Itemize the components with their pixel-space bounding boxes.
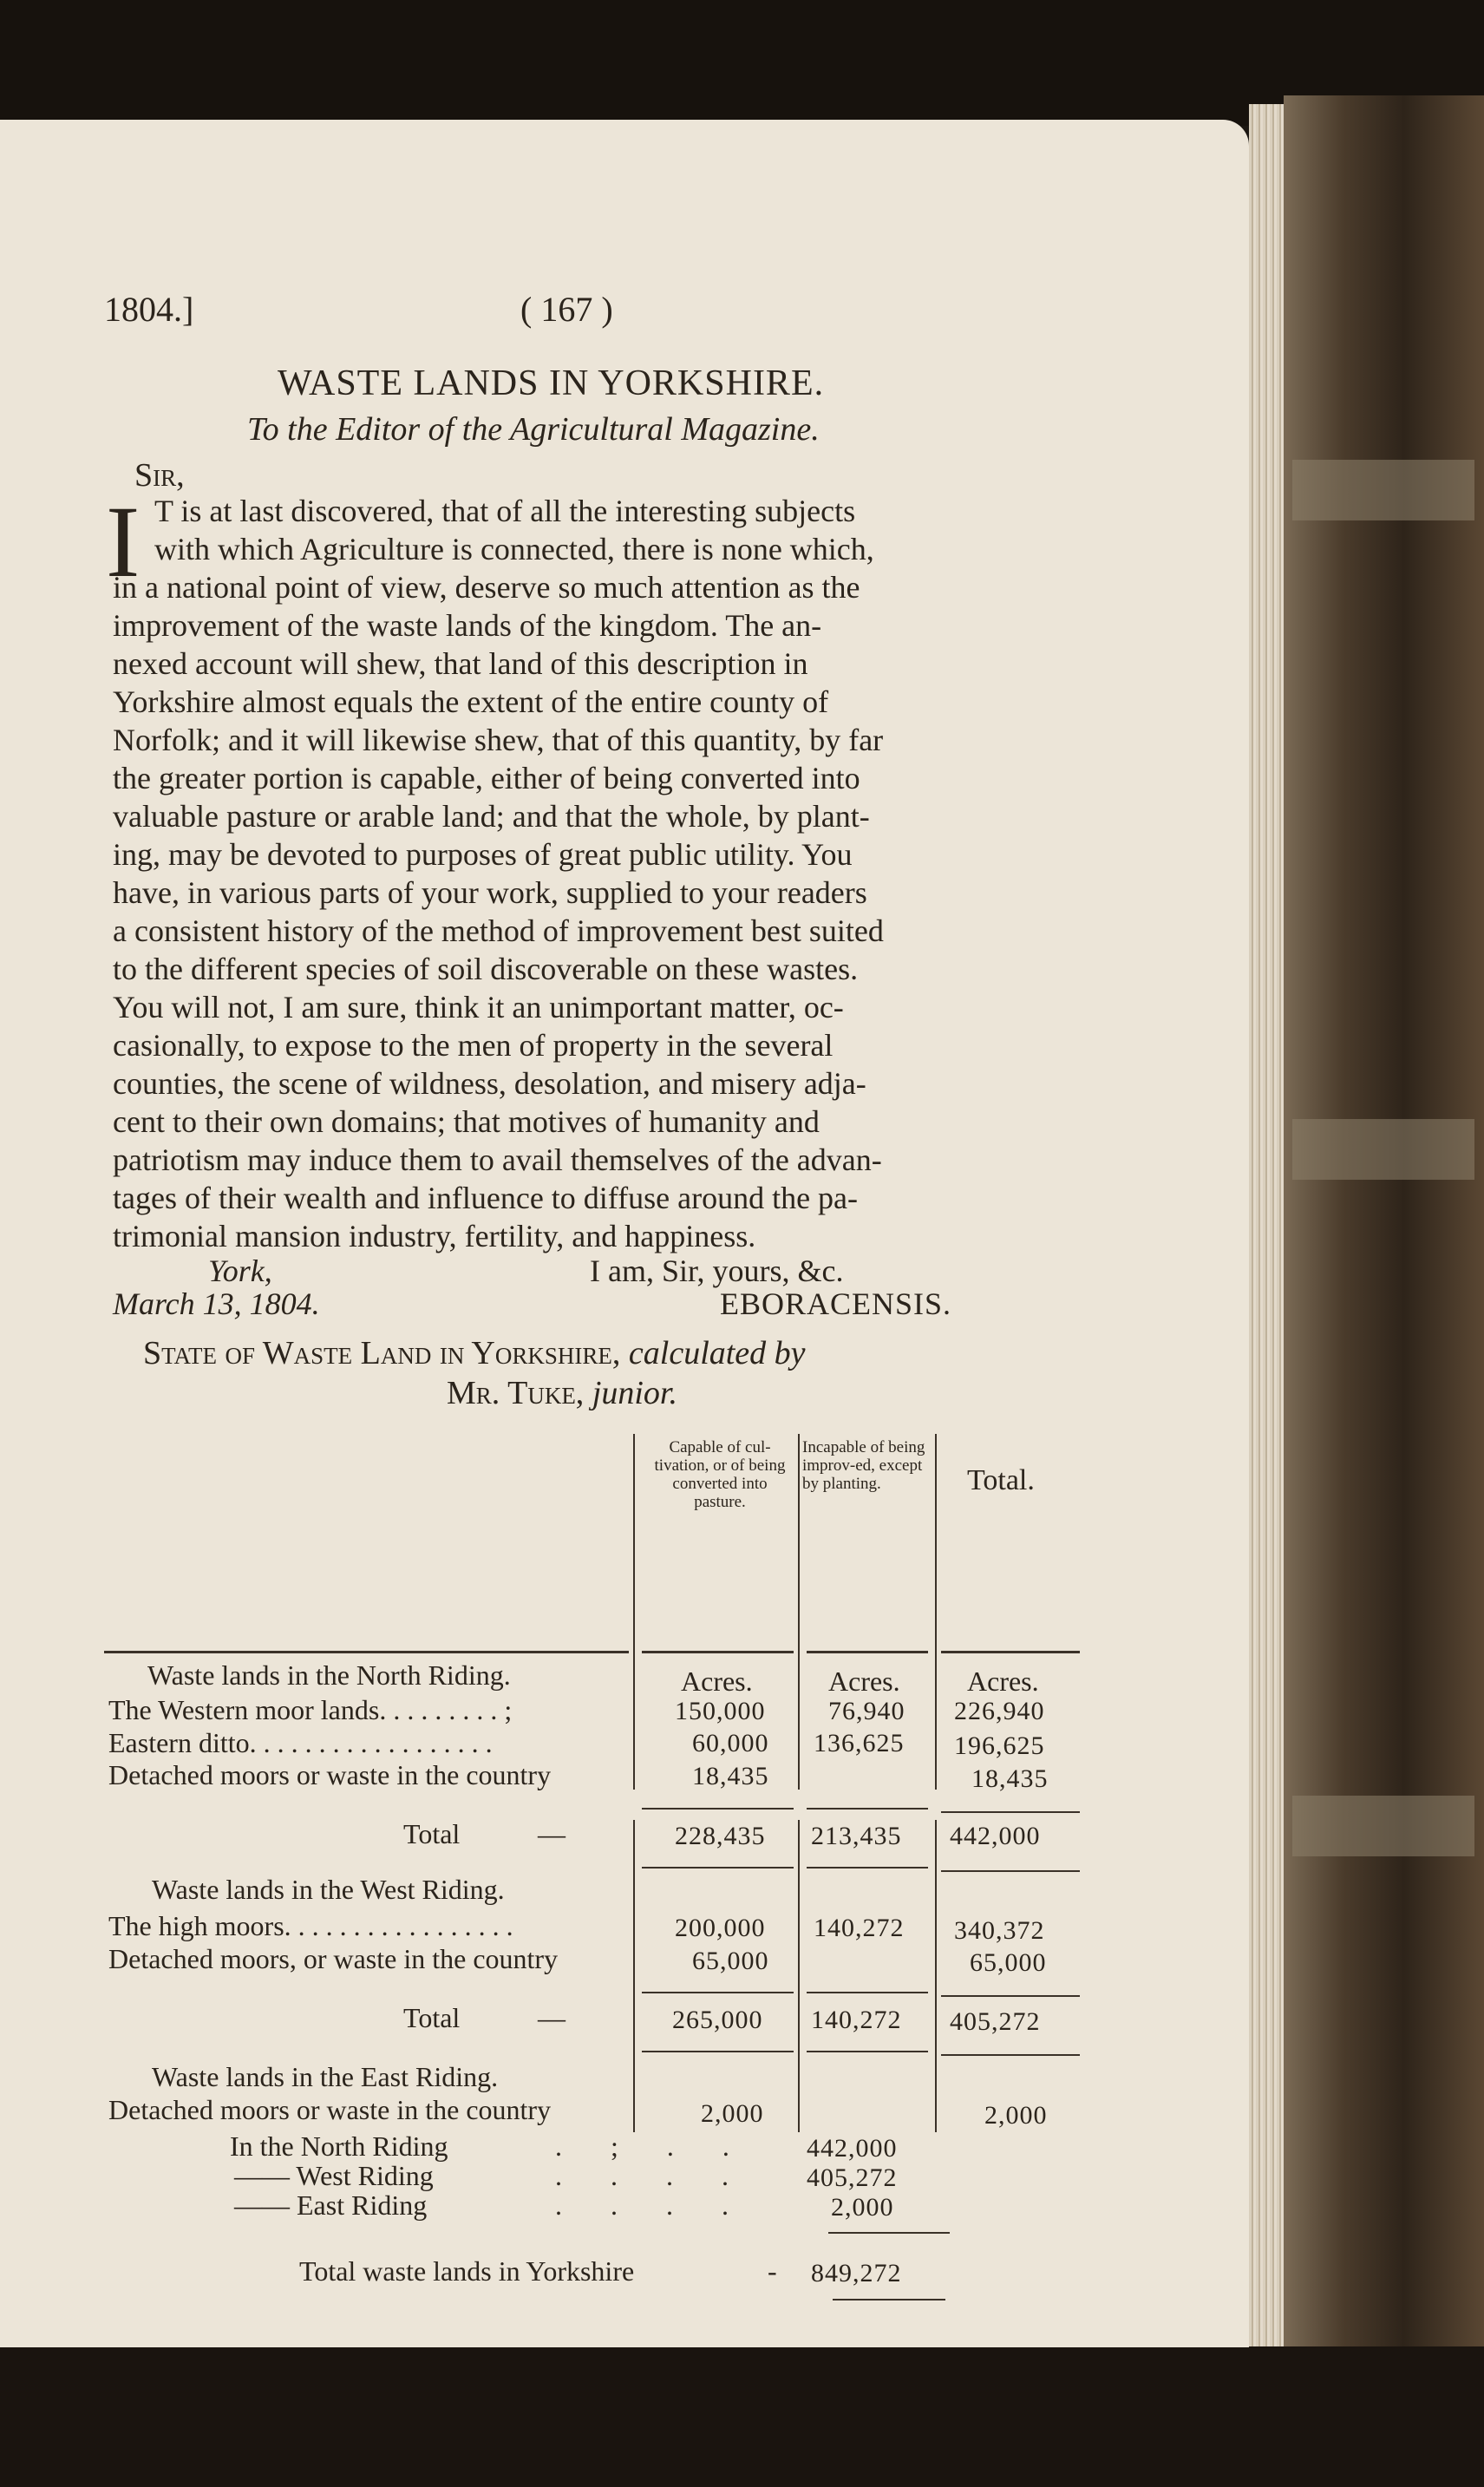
unit-total: Acres. (967, 1666, 1039, 1697)
letter-line: trimonial mansion industry, fertility, and happiness. (113, 1219, 756, 1253)
table-total-cell: 442,000 (950, 1822, 1041, 1850)
table-title-line1 (143, 1334, 806, 1372)
table-row-label: The Western moor lands. . . . . . . . . ; (108, 1694, 513, 1725)
table-cell: 18,435 (971, 1764, 1049, 1793)
letter-place: York, (208, 1253, 272, 1288)
letter-line: in a national point of view, deserve so much attention as the (113, 570, 860, 605)
letter-line: nexed account will shew, that land of this description in (113, 646, 808, 681)
summary-value: 442,000 (807, 2134, 898, 2163)
total-rule (807, 1867, 928, 1869)
col-header-incapable: Incapable of being improv-ed, except by planting. (802, 1438, 925, 1493)
table-title-line2 (447, 1374, 677, 1412)
table-cell: 136,625 (814, 1729, 905, 1757)
grand-total-value: 849,272 (811, 2259, 902, 2287)
table-cell: 65,000 (692, 1947, 769, 1975)
total-rule (941, 2054, 1080, 2056)
subtotal-rule (642, 1992, 794, 1993)
table-total-cell: 265,000 (672, 2006, 763, 2034)
total-rule (642, 1867, 794, 1869)
table-cell: 196,625 (954, 1731, 1045, 1760)
grand-total-dash: - (768, 2255, 777, 2287)
subtotal-rule (642, 1808, 794, 1810)
letter-line: to the different species of soil discoverable on these wastes. (113, 952, 859, 986)
book-spine (1284, 95, 1484, 2351)
table-cell: 76,940 (828, 1697, 905, 1725)
north-heading: Waste lands in the North Riding. (147, 1659, 511, 1691)
table-cell: 18,435 (692, 1762, 769, 1790)
table-total-cell: 140,272 (811, 2006, 902, 2034)
table-title-italic: calculated by (628, 1335, 806, 1371)
table-cell: 340,372 (954, 1916, 1045, 1945)
letter-line: patriotism may induce them to avail themselves of the advan- (113, 1142, 882, 1177)
east-heading: Waste lands in the East Riding. (152, 2061, 499, 2092)
letter-date: March 13, 1804. (113, 1286, 320, 1321)
letter-line: ing, may be devoted to purposes of great public utility. You (113, 837, 853, 872)
letter-line: have, in various parts of your work, supplied to your readers (113, 875, 867, 910)
column-rule (633, 1434, 635, 1790)
letter-line: valuable pasture or arable land; and that the whole, by plant- (113, 799, 870, 834)
subtotal-rule (941, 1811, 1080, 1813)
table-cell: 60,000 (692, 1729, 769, 1757)
table-cell: 226,940 (954, 1697, 1045, 1725)
table-total-cell: 405,272 (950, 2007, 1041, 2036)
west-total-label: Total (403, 2002, 461, 2033)
header-rule (104, 1651, 629, 1653)
table-author: Mr. Tuke, (447, 1375, 585, 1411)
letter-line: improvement of the waste lands of the kingdom. The an- (113, 608, 822, 643)
letter-line: the greater portion is capable, either of being converted into (113, 761, 860, 795)
letter-closing: I am, Sir, yours, &c. (590, 1253, 844, 1288)
header-rule (807, 1651, 928, 1653)
table-total-cell: 213,435 (811, 1822, 902, 1850)
letter-line: Yorkshire almost equals the extent of the entire county of (113, 684, 829, 719)
table-row-label: Detached moors or waste in the country (108, 1759, 552, 1790)
table-cell: 2,000 (701, 2099, 764, 2128)
summary-label: In the North Riding (230, 2130, 448, 2162)
letter-signature: EBORACENSIS. (720, 1286, 952, 1321)
letter-line: tages of their wealth and influence to diffuse around the pa- (113, 1181, 859, 1215)
north-total-label: Total (403, 1818, 461, 1849)
article-subtitle: To the Editor of the Agricultural Magazine. (247, 411, 820, 448)
column-rule (798, 1434, 800, 1790)
west-heading: Waste lands in the West Riding. (152, 1874, 505, 1905)
page-edges (1249, 104, 1284, 2346)
grand-total-rule (828, 2232, 950, 2234)
table-row-label: The high moors. . . . . . . . . . . . . . . . . (108, 1910, 513, 1941)
letter-line: Norfolk; and it will likewise shew, that of this quantity, by far (113, 723, 884, 757)
summary-label: —— East Riding (234, 2189, 428, 2221)
unit-capable: Acres. (681, 1666, 753, 1697)
summary-leader: . . . . (555, 2160, 749, 2191)
letter-line: with which Agriculture is connected, there is none which, (154, 532, 874, 566)
header-rule (642, 1651, 794, 1653)
table-row-label: Detached moors, or waste in the country (108, 1943, 559, 1974)
letter-line: a consistent history of the method of improvement best suited (113, 913, 884, 948)
page-number: ( 167 ) (520, 290, 613, 329)
unit-incapable: Acres. (828, 1666, 900, 1697)
col-header-capable: Capable of cul-tivation, or of being converted into pasture. (654, 1438, 786, 1511)
west-total-dash: — (538, 2002, 565, 2033)
table-cell: 150,000 (675, 1697, 766, 1725)
table-row-label: Eastern ditto. . . . . . . . . . . . . . . . . . (108, 1727, 493, 1758)
letter-line: cent to their own domains; that motives of humanity and (113, 1104, 820, 1139)
column-rule (935, 1820, 937, 2132)
table-author-italic: junior. (592, 1375, 678, 1411)
salutation: Sir, (134, 457, 185, 494)
subtotal-rule (807, 1808, 928, 1810)
table-cell: 2,000 (984, 2101, 1048, 2130)
table-cell: 65,000 (970, 1948, 1047, 1977)
closing-rule (833, 2299, 945, 2300)
summary-value: 405,272 (807, 2163, 898, 2192)
table-title-main: State of Waste Land in Yorkshire, (143, 1335, 621, 1371)
subtotal-rule (807, 1992, 928, 1993)
letter-line: T is at last discovered, that of all the interesting subjects (154, 494, 856, 528)
subtotal-rule (941, 1995, 1080, 1997)
col-header-total: Total. (967, 1464, 1035, 1496)
running-year: 1804.] (104, 290, 194, 329)
letter-line: counties, the scene of wildness, desolation, and misery adja- (113, 1066, 866, 1101)
total-rule (807, 2051, 928, 2052)
table-cell: 200,000 (675, 1914, 766, 1942)
column-rule (633, 2080, 635, 2132)
column-rule (798, 1820, 800, 2132)
summary-leader: . ; . . (555, 2130, 750, 2162)
article-title: WASTE LANDS IN YORKSHIRE. (278, 363, 825, 403)
north-total-dash: — (538, 1818, 565, 1849)
grand-total-label: Total waste lands in Yorkshire (299, 2255, 635, 2287)
summary-label: —— West Riding (234, 2160, 434, 2191)
total-rule (642, 2051, 794, 2052)
summary-value: 2,000 (831, 2193, 894, 2222)
total-rule (941, 1870, 1080, 1872)
table-row-label: Detached moors or waste in the country (108, 2094, 552, 2125)
letter-line: You will not, I am sure, think it an unimportant matter, oc- (113, 990, 844, 1024)
header-rule (941, 1651, 1080, 1653)
letter-line: casionally, to expose to the men of property in the several (113, 1028, 834, 1063)
summary-leader: . . . . (555, 2189, 749, 2221)
book-page (0, 120, 1249, 2347)
bottom-background (0, 2346, 1484, 2487)
drop-cap: I (106, 485, 141, 599)
table-total-cell: 228,435 (675, 1822, 766, 1850)
column-rule (935, 1434, 937, 1790)
table-cell: 140,272 (814, 1914, 905, 1942)
